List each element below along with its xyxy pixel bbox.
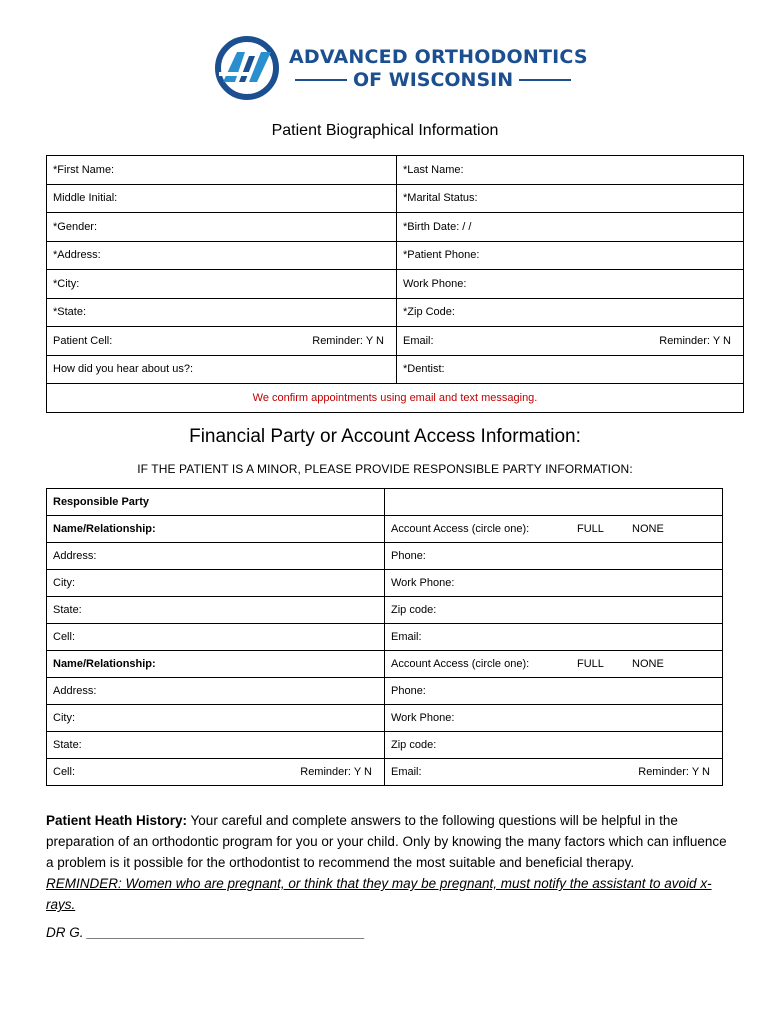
- bio-row: [47, 241, 744, 270]
- financial-field-left-label: Cell:: [53, 631, 76, 643]
- financial-row: [47, 624, 723, 651]
- bio-field-right[interactable]: [397, 355, 744, 384]
- bio-field-left[interactable]: [47, 241, 397, 270]
- financial-field-left[interactable]: [47, 624, 385, 651]
- name-relationship-field[interactable]: Name/Relationship:: [47, 516, 385, 543]
- bio-field-right[interactable]: [397, 241, 744, 270]
- responsible-party-header-row: [47, 489, 723, 516]
- financial-field-left-reminder[interactable]: Reminder: Y N: [300, 766, 372, 778]
- account-access-none[interactable]: NONE: [632, 523, 664, 535]
- financial-row: [47, 597, 723, 624]
- bio-row: [47, 184, 744, 213]
- financial-field-right-label: Email:: [391, 631, 422, 643]
- logo-rule-left: [295, 79, 347, 81]
- financial-field-left-label: Address:: [53, 685, 97, 697]
- account-access-label: Account Access (circle one):: [391, 658, 530, 670]
- responsible-party-header: Responsible Party: [47, 489, 385, 516]
- bio-field-right-label: Email:: [403, 334, 434, 347]
- financial-field-right-label: Work Phone:: [391, 712, 455, 724]
- bio-row: [47, 327, 744, 356]
- financial-field-right-label: Work Phone:: [391, 577, 455, 589]
- name-relationship-row: [47, 651, 723, 678]
- financial-section-subtitle: IF THE PATIENT IS A MINOR, PLEASE PROVIDE RESPONSIBLE PARTY INFORMATION:: [137, 462, 633, 476]
- bio-note-row: [47, 384, 744, 413]
- logo-line-1: ADVANCED ORTHODONTICS: [289, 45, 588, 68]
- financial-field-right[interactable]: [385, 678, 723, 705]
- financial-field-right-reminder[interactable]: Reminder: Y N: [638, 766, 710, 778]
- bio-field-left-label: How did you hear about us?:: [53, 363, 194, 376]
- bio-field-left[interactable]: [47, 213, 397, 242]
- financial-field-right[interactable]: [385, 705, 723, 732]
- bio-field-right[interactable]: [397, 327, 744, 356]
- bio-field-right-label: *Patient Phone:: [403, 249, 480, 262]
- bio-field-left-label: *First Name:: [53, 163, 115, 176]
- bio-row: [47, 270, 744, 299]
- logo-line-2: [289, 69, 588, 91]
- financial-row: [47, 543, 723, 570]
- financial-field-left-label: City:: [53, 577, 75, 589]
- bio-field-right-label: Work Phone:: [403, 277, 467, 290]
- account-access-field: [385, 651, 723, 678]
- bio-field-left-label: Patient Cell:: [53, 334, 113, 347]
- financial-field-left-label: Address:: [53, 550, 97, 562]
- bio-field-left[interactable]: [47, 270, 397, 299]
- bio-field-left[interactable]: [47, 156, 397, 185]
- account-access-full[interactable]: FULL: [577, 658, 604, 670]
- dr-signature-line[interactable]: DR G. _____________________________________: [46, 925, 366, 940]
- bio-field-right[interactable]: [397, 213, 744, 242]
- account-access-field: [385, 516, 723, 543]
- bio-field-right[interactable]: [397, 298, 744, 327]
- bio-field-left[interactable]: [47, 327, 397, 356]
- name-relationship-row: [47, 516, 723, 543]
- health-history-paragraph: [46, 810, 736, 915]
- logo-rule-right: [519, 79, 571, 81]
- financial-field-right-label: Zip code:: [391, 739, 437, 751]
- bio-row: [47, 355, 744, 384]
- financial-field-left[interactable]: [47, 705, 385, 732]
- bio-field-right-label: *Dentist:: [403, 363, 445, 376]
- financial-field-right[interactable]: [385, 570, 723, 597]
- account-access-label: Account Access (circle one):: [391, 523, 530, 535]
- financial-field-left[interactable]: [47, 759, 385, 786]
- bio-field-right-label: *Birth Date: / /: [403, 220, 472, 233]
- account-access-none[interactable]: NONE: [632, 658, 664, 670]
- financial-field-left-label: State:: [53, 739, 82, 751]
- bio-field-right-reminder[interactable]: Reminder: Y N: [659, 334, 731, 347]
- bio-field-left[interactable]: [47, 298, 397, 327]
- bio-row: [47, 156, 744, 185]
- financial-field-left-label: City:: [53, 712, 75, 724]
- bio-field-right[interactable]: [397, 270, 744, 299]
- financial-field-right[interactable]: [385, 759, 723, 786]
- bio-table: [46, 155, 744, 413]
- bio-field-right-label: *Marital Status:: [403, 192, 478, 205]
- bio-field-right-label: *Zip Code:: [403, 306, 455, 319]
- financial-table: [46, 488, 723, 786]
- financial-row: [47, 732, 723, 759]
- financial-field-left[interactable]: [47, 732, 385, 759]
- name-relationship-field[interactable]: Name/Relationship:: [47, 651, 385, 678]
- bio-field-left-label: *City:: [53, 277, 80, 290]
- bio-field-left[interactable]: [47, 184, 397, 213]
- financial-row: [47, 678, 723, 705]
- bio-field-left-label: *Address:: [53, 249, 101, 262]
- financial-field-left[interactable]: [47, 543, 385, 570]
- logo-line-2-text: OF WISCONSIN: [353, 68, 514, 91]
- financial-field-right[interactable]: [385, 543, 723, 570]
- bio-row: [47, 213, 744, 242]
- financial-field-right-label: Phone:: [391, 685, 426, 697]
- financial-field-left[interactable]: [47, 597, 385, 624]
- responsible-party-header-blank: [385, 489, 723, 516]
- financial-field-right[interactable]: [385, 597, 723, 624]
- bio-field-left[interactable]: [47, 355, 397, 384]
- financial-field-left-label: Cell:: [53, 766, 76, 778]
- financial-section-title: Financial Party or Account Access Information:: [189, 426, 581, 447]
- financial-row: [47, 570, 723, 597]
- financial-field-right[interactable]: [385, 624, 723, 651]
- health-history-label: Patient Heath History:: [46, 813, 188, 828]
- financial-field-left[interactable]: [47, 570, 385, 597]
- bio-field-right[interactable]: [397, 156, 744, 185]
- bio-section-title: Patient Biographical Information: [271, 122, 499, 139]
- financial-field-right-label: Zip code:: [391, 604, 437, 616]
- financial-field-left-label: State:: [53, 604, 82, 616]
- appointment-confirmation-note: We confirm appointments using email and text messaging.: [47, 384, 744, 413]
- financial-row: [47, 705, 723, 732]
- bio-field-left-label: Middle Initial:: [53, 192, 118, 205]
- financial-field-right-label: Phone:: [391, 550, 426, 562]
- practice-logo-icon: [215, 36, 279, 100]
- bio-row: [47, 298, 744, 327]
- practice-logo: [215, 36, 588, 100]
- financial-field-right-label: Email:: [391, 766, 422, 778]
- financial-field-right[interactable]: [385, 732, 723, 759]
- bio-field-right[interactable]: [397, 184, 744, 213]
- bio-field-left-label: *State:: [53, 306, 87, 319]
- bio-field-right-label: *Last Name:: [403, 163, 464, 176]
- bio-field-left-reminder[interactable]: Reminder: Y N: [312, 334, 384, 347]
- account-access-full[interactable]: FULL: [577, 523, 604, 535]
- financial-field-left[interactable]: [47, 678, 385, 705]
- bio-field-left-label: *Gender:: [53, 220, 98, 233]
- health-history-text: Your careful and complete answers to the following questions will be helpful in the preparation of an orthodontic program for you or your child. Only by knowing the many factors which can influence a problem is it possible for the orthodontist to recommend the most suitable and beneficial therapy.: [46, 813, 727, 870]
- pregnancy-reminder: REMINDER: Women who are pregnant, or think that they may be pregnant, must notify the assistant to avoid x-rays.: [46, 876, 712, 912]
- financial-row: [47, 759, 723, 786]
